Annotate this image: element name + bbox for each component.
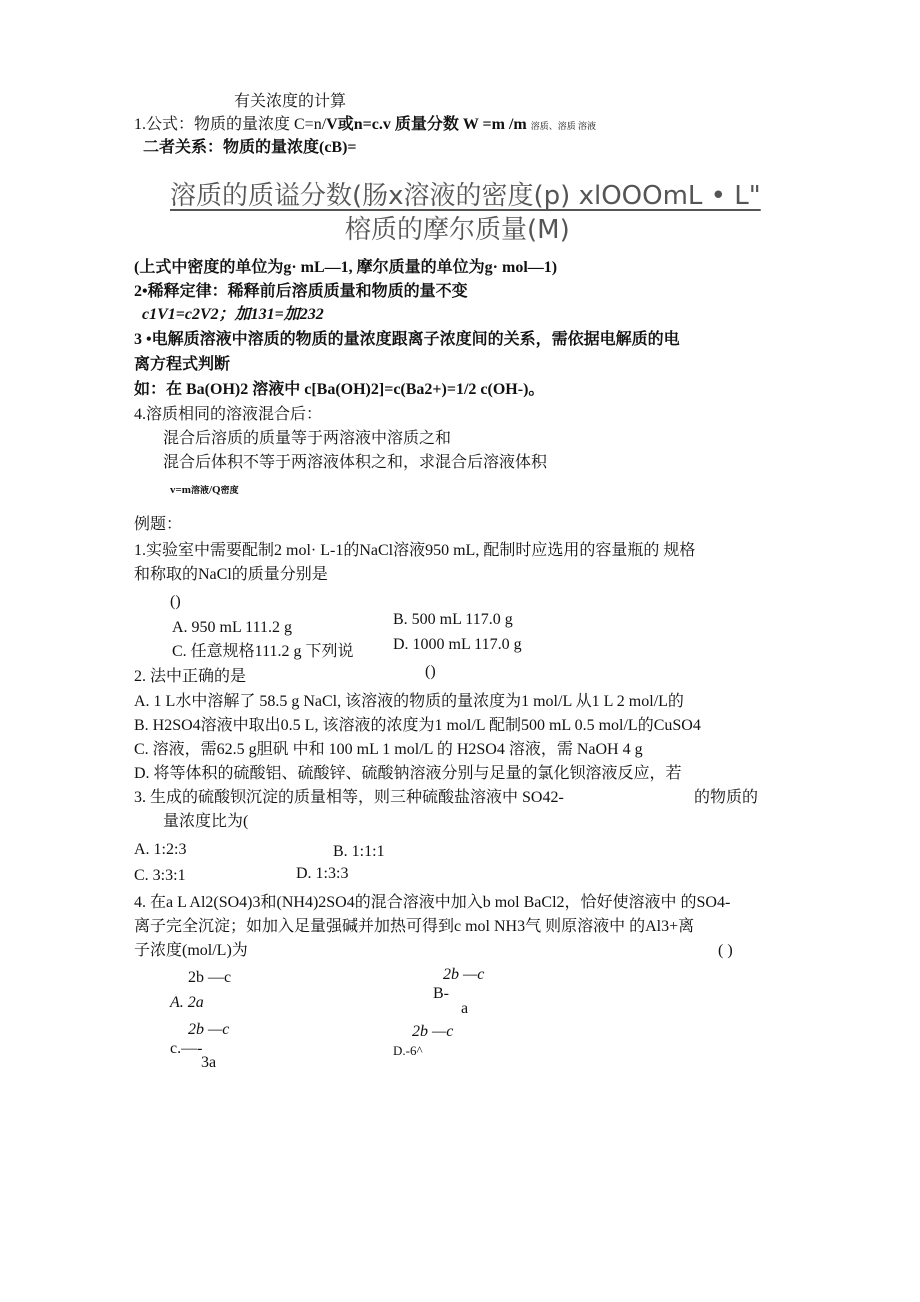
q4-line3: 子浓度(mol/L)为 [134, 942, 248, 959]
section3-line2: 离方程式判断 [134, 356, 231, 373]
q2-stem: 2. 法中正确的是 [134, 668, 247, 685]
q4-b-numerator: 2b —c [443, 966, 485, 983]
q3-line1: 3. 生成的硫酸钡沉淀的质量相等，则三种硫酸盐溶液中 SO42- [134, 789, 564, 806]
page-title: 有关浓度的计算 [234, 93, 347, 110]
q4-a-label: A. 2a [170, 994, 204, 1011]
volume-formula-mid: /Q [208, 484, 221, 496]
section4-line1: 混合后溶质的质量等于两溶液中溶质之和 [163, 430, 452, 447]
volume-formula [170, 480, 239, 500]
q4-c-label: c.—- [170, 1040, 203, 1057]
q1-option-c: C. 任意规格111.2 g 下列说 [172, 643, 354, 660]
q1-line1: 1.实验室中需要配制2 mol· L-1的NaCl溶液950 mL, 配制时应选用的容量瓶的 规格 [134, 542, 696, 559]
q1-line2: 和称取的NaCl的质量分别是 [134, 566, 328, 583]
section3-line1: 3 •电解质溶液中溶质的物质的量浓度跟离子浓度间的关系，需依据电解质的电 [134, 331, 680, 348]
q1-option-d: D. 1000 mL 117.0 g [393, 636, 522, 653]
q2-line-a: A. 1 L水中溶解了 58.5 g NaCl, 该溶液的物质的量浓度为1 mol/L 从1 L 2 mol/L的 [134, 693, 684, 710]
units-note: (上式中密度的单位为g· mL—1, 摩尔质量的单位为g· mol—1) [134, 259, 558, 276]
examples-label: 例题： [134, 516, 183, 533]
q3-option-c: C. 3:3:1 [134, 867, 186, 884]
q3-option-a: A. 1:2:3 [134, 841, 187, 858]
q4-c-numerator: 2b —c [188, 1021, 230, 1038]
q4-paren: ( ) [718, 942, 733, 959]
q4-line2: 离子完全沉淀；如加入足量强碱并加热可得到c mol NH3气 则原溶液中 的Al3+离 [134, 918, 695, 935]
dilution-formula: c1V1=c2V2；加131=加232 [142, 306, 324, 323]
section4-line2: 混合后体积不等于两溶液体积之和，求混合后溶液体积 [163, 454, 548, 471]
q4-a-numerator: 2b —c [188, 969, 232, 986]
volume-formula-v: v=m [170, 484, 191, 496]
fraction-numerator: 溶质的质谥分数(肠x溶液的密度(p) xlOOOmL • L" [170, 181, 761, 211]
q2-line-b: B. H2SO4溶液中取出0.5 L, 该溶液的浓度为1 mol/L 配制500 mL 0.5 mol/L的CuSO4 [134, 717, 701, 734]
fraction-denominator: 榕质的摩尔质量(M) [345, 215, 570, 245]
formula-line-a: 1.公式：物质的量浓度 C=n/ [134, 116, 327, 133]
q4-c-denominator: 3a [201, 1054, 217, 1071]
q4-d-numerator: 2b —c [412, 1023, 454, 1040]
q2-line-c: C. 溶液，需62.5 g胆矾 中和 100 mL 1 mol/L 的 H2SO4 溶液，需 NaOH 4 g [134, 741, 643, 758]
q2-line-d: D. 将等体积的硫酸铝、硫酸锌、硫酸钠溶液分别与足量的氯化钡溶液反应，若 [134, 765, 682, 782]
q1-paren: () [170, 593, 181, 610]
formula-line-b: V或n=c.v 质量分数 W =m /m [326, 116, 527, 133]
q3-line2: 量浓度比为( [163, 813, 249, 830]
q4-line1: 4. 在a L Al2(SO4)3和(NH4)2SO4的混合溶液中加入b mol BaCl2，恰好使溶液中 的SO4- [134, 894, 731, 911]
q4-b-label: B- [433, 985, 449, 1002]
q4-d-label: D.-6^ [393, 1043, 423, 1058]
q2-paren: () [425, 663, 436, 680]
section4-title: 4.溶质相同的溶液混合后： [134, 406, 323, 423]
formula-line [134, 115, 596, 136]
q3-option-b: B. 1:1:1 [333, 843, 385, 860]
formula-subscript: 溶质、溶质 溶液 [530, 121, 597, 131]
q4-b-denominator: a [461, 1000, 469, 1017]
q1-option-b: B. 500 mL 117.0 g [393, 611, 513, 628]
section3-example: 如：在 Ba(OH)2 溶液中 c[Ba(OH)2]=c(Ba2+)=1/2 c(OH-)。 [134, 381, 545, 398]
dilution-title: 2•稀释定律：稀释前后溶质质量和物质的量不变 [134, 283, 468, 300]
q3-line1-tail: 的物质的 [694, 789, 759, 806]
volume-formula-sub1: 溶液 [190, 485, 209, 495]
q3-option-d: D. 1:3:3 [296, 865, 349, 882]
volume-formula-sub2: 密度 [220, 485, 239, 495]
relation-line: 二者关系：物质的量浓度(cB)= [143, 139, 357, 156]
q1-option-a: A. 950 mL 111.2 g [172, 619, 292, 636]
